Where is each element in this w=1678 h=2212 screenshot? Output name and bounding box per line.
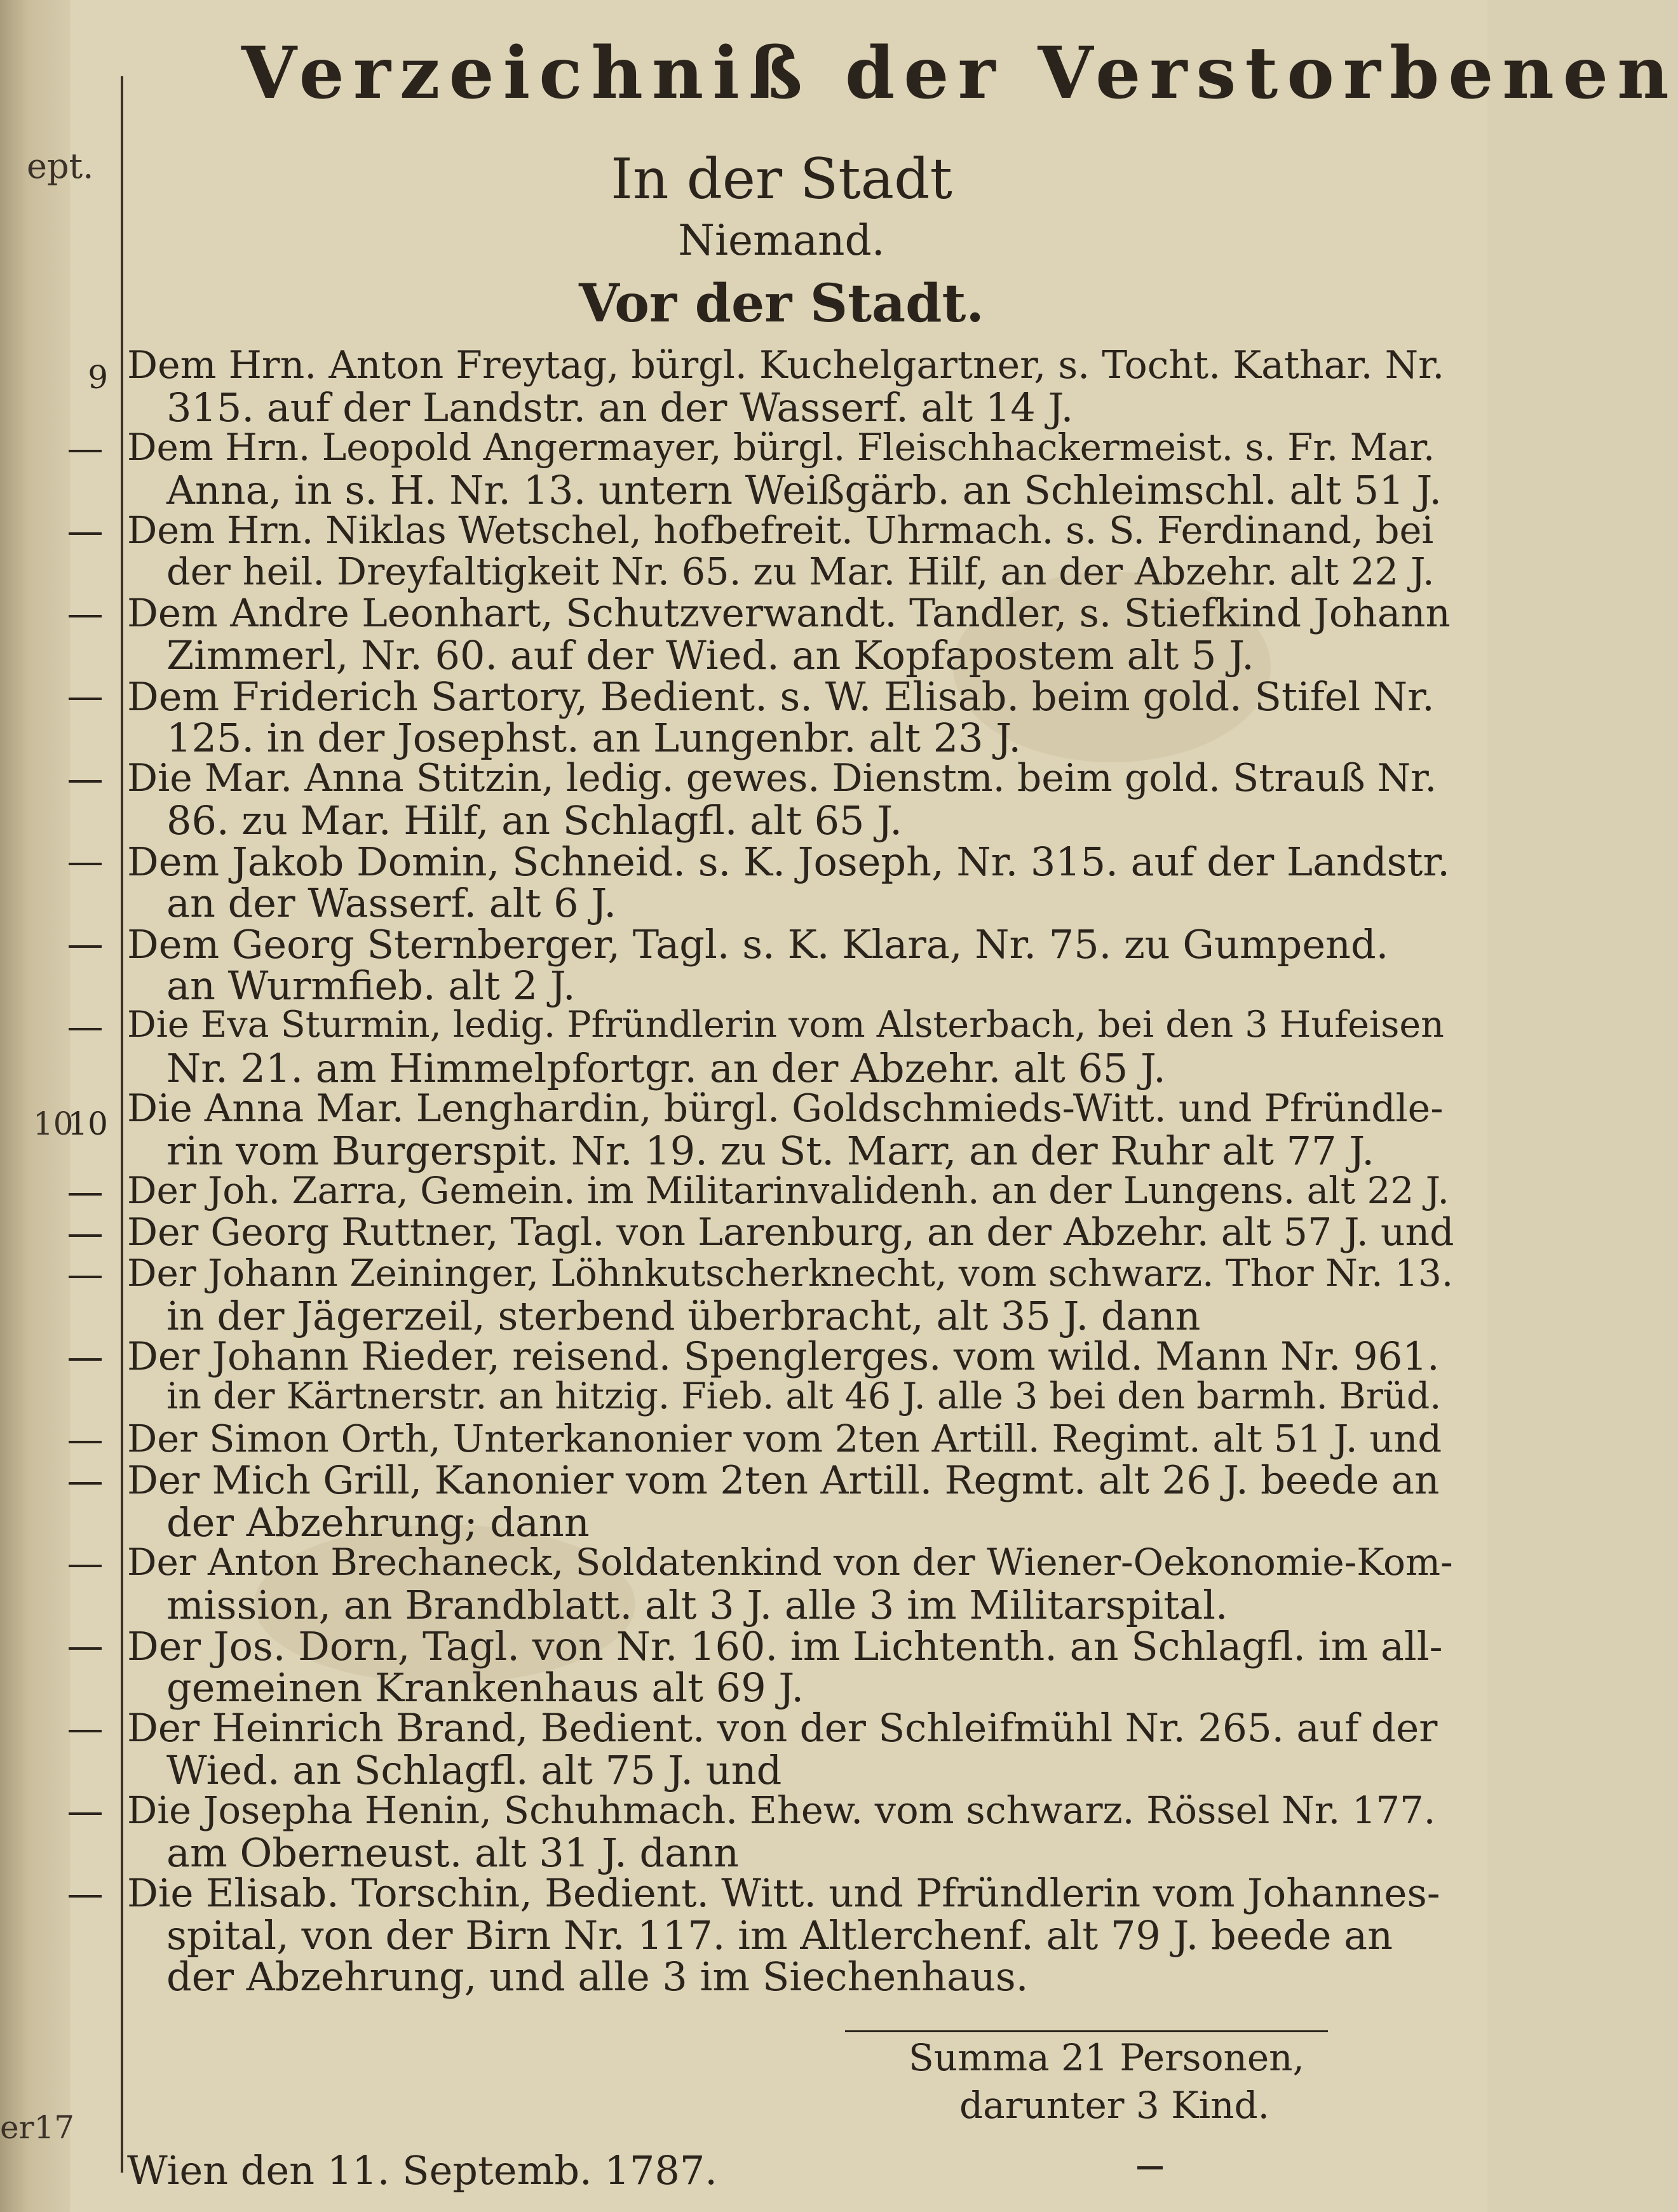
entry-first-line: Dem Andre Leonhart, Schutzverwandt. Tandler, s. Stiefkind Johann: [127, 591, 1451, 636]
entry-first-line: Dem Georg Sternberger, Tagl. s. K. Klara, Nr. 75. zu Gumpend.: [127, 921, 1389, 968]
summa-total: Summa 21 Personen,: [909, 2036, 1304, 2079]
entry-continuation-line: rin vom Burgerspit. Nr. 19. zu St. Marr, an der Ruhr alt 77 J.: [166, 1128, 1374, 1174]
entry-dash: [69, 450, 102, 452]
section-note: Niemand.: [678, 216, 885, 265]
entry-dash: [69, 615, 102, 617]
entry-first-line: Der Johann Rieder, reisend. Spenglerges. vom wild. Mann Nr. 961.: [127, 1334, 1440, 1379]
entry-dash: [69, 1812, 102, 1815]
entry-dash: [69, 1895, 102, 1898]
entry-continuation-line: Nr. 21. am Himmelpfortgr. an der Abzehr. alt 65 J.: [166, 1045, 1166, 1091]
entry-continuation-line: spital, von der Birn Nr. 117. im Altlerchenf. alt 79 J. beede an: [166, 1912, 1393, 1959]
entry-dash: [69, 1276, 102, 1278]
entry-first-line: Der Jos. Dorn, Tagl. von Nr. 160. im Lichtenth. an Schlagfl. im all-: [127, 1623, 1443, 1669]
entry-continuation-line: der Abzehrung; dann: [166, 1499, 590, 1546]
entry-dash: [69, 1234, 102, 1237]
section-heading: In der Stadt: [611, 146, 952, 212]
entry-dash: [69, 1193, 102, 1196]
entry-continuation-line: 315. auf der Landstr. an der Wasserf. alt 14 J.: [166, 384, 1074, 431]
entry-first-line: Die Mar. Anna Stitzin, ledig. gewes. Dienstm. beim gold. Strauß Nr.: [127, 756, 1437, 800]
entry-continuation-line: gemeinen Krankenhaus alt 69 J.: [166, 1664, 804, 1711]
entry-dash: [69, 1730, 102, 1732]
entry-first-line: Der Heinrich Brand, Bedient. von der Schleifmühl Nr. 265. auf der: [127, 1706, 1438, 1751]
date-marker: 10: [67, 1105, 108, 1142]
entry-continuation-line: in der Kärtnerstr. an hitzig. Fieb. alt 46 J. alle 3 bei den barmh. Brüd.: [166, 1375, 1442, 1417]
entry-continuation-line: am Oberneust. alt 31 J. dann: [166, 1830, 739, 1876]
footer-date: Wien den 11. Septemb. 1787.: [127, 2147, 717, 2194]
entry-dash: [69, 1358, 102, 1361]
entry-first-line: Die Josepha Henin, Schuhmach. Ehew. vom schwarz. Rössel Nr. 177.: [127, 1788, 1436, 1832]
entry-continuation-line: 125. in der Josephst. an Lungenbr. alt 23 J.: [166, 715, 1022, 761]
entry-continuation-line: der heil. Dreyfaltigkeit Nr. 65. zu Mar. Hilf, an der Abzehr. alt 22 J.: [166, 550, 1435, 593]
entry-continuation-line: 86. zu Mar. Hilf, an Schlagfl. alt 65 J.: [166, 797, 902, 844]
entry-first-line: Dem Hrn. Niklas Wetschel, hofbefreit. Uhrmach. s. S. Ferdinand, bei: [127, 508, 1434, 552]
entry-dash: [69, 780, 102, 783]
date-marker: 9: [88, 359, 108, 396]
margin-mark: er17: [0, 2109, 75, 2146]
entry-first-line: Der Simon Orth, Unterkanonier vom 2ten Artill. Regimt. alt 51 J. und: [127, 1417, 1442, 1460]
entry-dash: [69, 1482, 102, 1485]
entry-dash: [69, 1441, 102, 1443]
entry-continuation-line: an Wurmfieb. alt 2 J.: [166, 962, 576, 1009]
entry-first-line: Der Joh. Zarra, Gemein. im Militarinvalidenh. an der Lungens. alt 22 J.: [127, 1169, 1449, 1212]
entry-dash: [69, 532, 102, 535]
entry-first-line: Die Eva Sturmin, ledig. Pfründlerin vom Alsterbach, bei den 3 Hufeisen: [127, 1004, 1444, 1046]
summa-rule: [845, 2030, 1328, 2032]
page-title: Verzeichniß der Verstorbenen: [241, 32, 1678, 115]
entry-first-line: Der Georg Ruttner, Tagl. von Larenburg, an der Abzehr. alt 57 J. und: [127, 1210, 1454, 1255]
entry-first-line: Die Elisab. Torschin, Bedient. Witt. und Pfründlerin vom Johannes-: [127, 1871, 1440, 1916]
entry-first-line: Die Anna Mar. Lenghardin, bürgl. Goldschmieds-Witt. und Pfründle-: [127, 1086, 1444, 1131]
entry-continuation-line: Anna, in s. H. Nr. 13. untern Weißgärb. an Schleimschl. alt 51 J.: [166, 467, 1442, 513]
entry-dash: [69, 1565, 102, 1567]
entry-continuation-line: mission, an Brandblatt. alt 3 J. alle 3 im Militarspital.: [166, 1582, 1228, 1628]
entry-dash: [69, 1028, 102, 1030]
summa-children: darunter 3 Kind.: [959, 2084, 1270, 2127]
entry-dash: [69, 945, 102, 948]
entry-first-line: Der Johann Zeininger, Löhnkutscherknecht, vom schwarz. Thor Nr. 13.: [127, 1251, 1454, 1295]
entry-first-line: Dem Hrn. Anton Freytag, bürgl. Kuchelgartner, s. Tocht. Kathar. Nr.: [127, 343, 1445, 388]
margin-rule: [121, 76, 123, 2173]
footer-mark: [1137, 2166, 1163, 2169]
margin-month-label: ept.: [27, 146, 94, 186]
entry-dash: [69, 698, 102, 700]
entry-first-line: Dem Friderich Sartory, Bedient. s. W. Elisab. beim gold. Stifel Nr.: [127, 673, 1435, 720]
entry-first-line: Der Anton Brechaneck, Soldatenkind von der Wiener-Oekonomie-Kom-: [127, 1541, 1453, 1584]
entry-continuation-line: in der Jägerzeil, sterbend überbracht, alt 35 J. dann: [166, 1293, 1201, 1339]
entry-continuation-line: Zimmerl, Nr. 60. auf der Wied. an Kopfapostem alt 5 J.: [166, 632, 1254, 678]
entry-dash: [69, 1647, 102, 1650]
entry-first-line: Der Mich Grill, Kanonier vom 2ten Artill. Regmt. alt 26 J. beede an: [127, 1458, 1440, 1503]
entry-dash: [69, 863, 102, 865]
section-heading: Vor der Stadt.: [579, 273, 984, 334]
entry-continuation-line: der Abzehrung, und alle 3 im Siechenhaus.: [166, 1953, 1029, 2000]
margin-mark: 10: [33, 1105, 74, 1142]
entry-first-line: Dem Jakob Domin, Schneid. s. K. Joseph, Nr. 315. auf der Landstr.: [127, 839, 1450, 885]
entry-continuation-line: an der Wasserf. alt 6 J.: [166, 880, 617, 926]
entry-continuation-line: Wied. an Schlagfl. alt 75 J. und: [166, 1747, 782, 1793]
entry-first-line: Dem Hrn. Leopold Angermayer, bürgl. Fleischhackermeist. s. Fr. Mar.: [127, 426, 1435, 469]
